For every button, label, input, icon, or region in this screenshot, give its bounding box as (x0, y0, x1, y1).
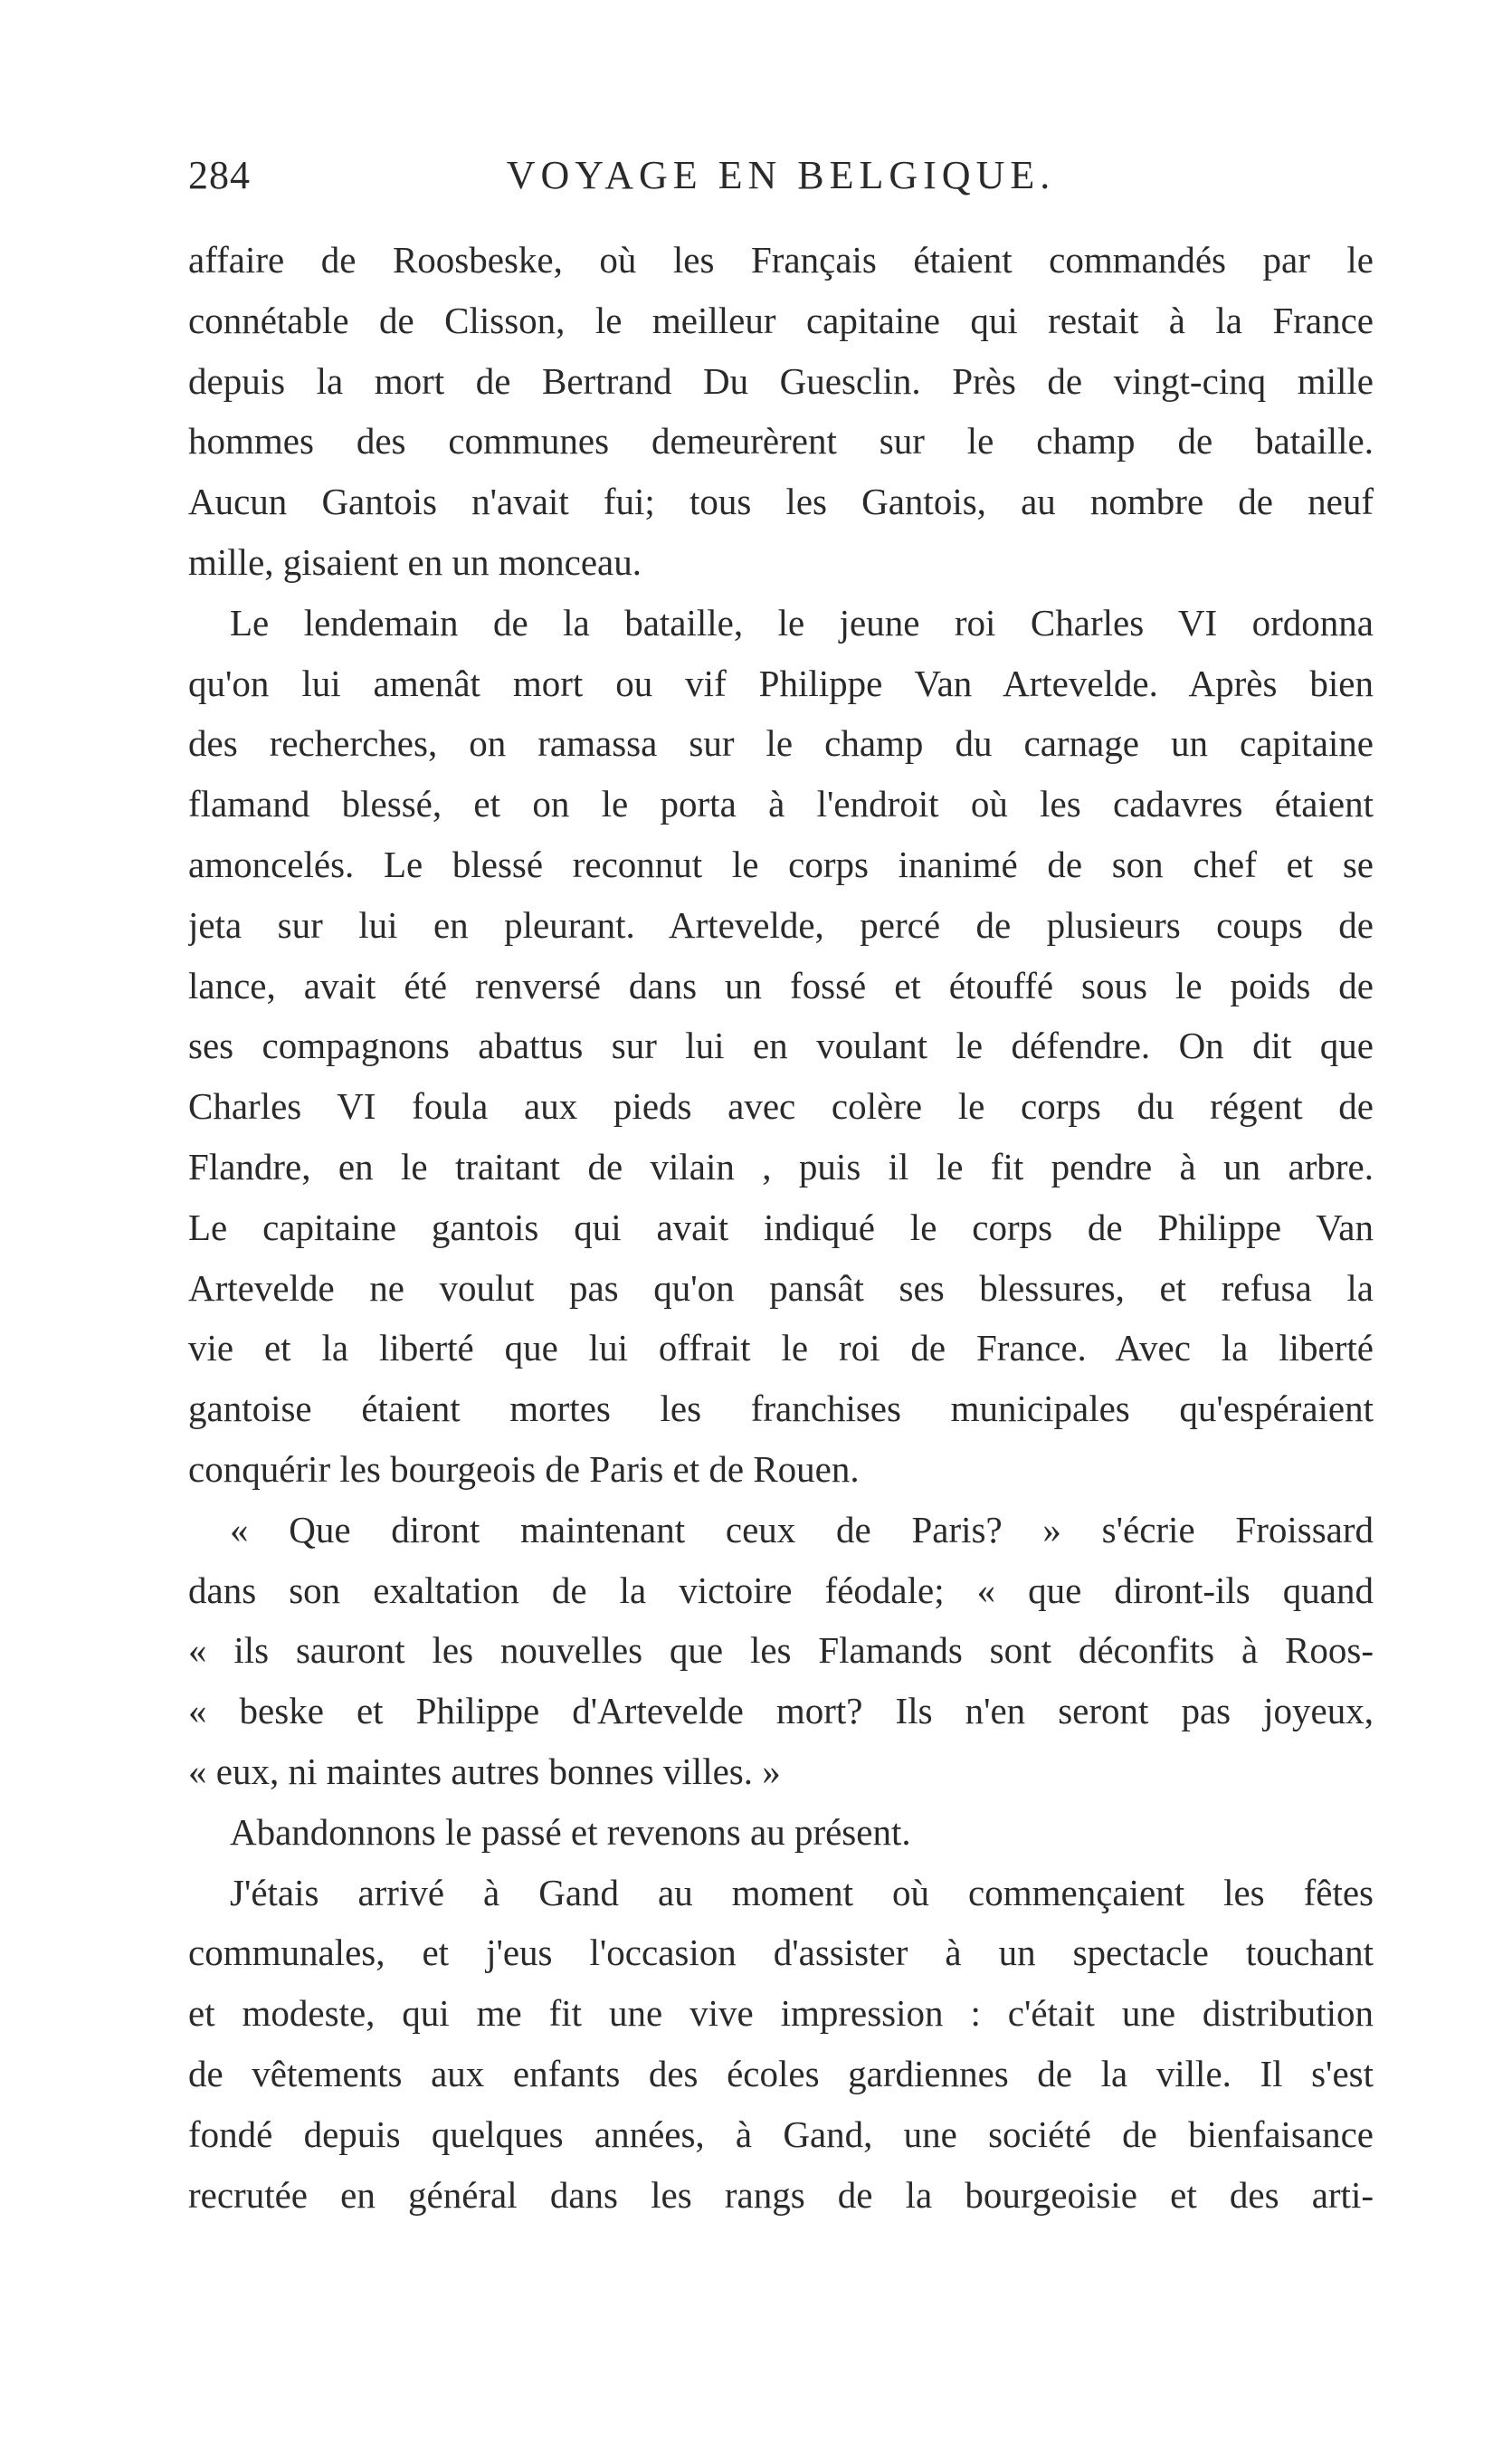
text-line: « beske et Philippe d'Artevelde mort? Ils n'en seront pas joyeux, (188, 1690, 1374, 1732)
body-text (188, 230, 1374, 2225)
text-line: « ils sauront les nouvelles que les Flamands sont déconfits à Roos- (188, 1629, 1374, 1672)
text-line: « eux, ni maintes autres bonnes villes. » (188, 1750, 781, 1792)
text-line: ses compagnons abattus sur lui en voulant le défendre. On dit que (188, 1025, 1374, 1067)
text-line: Charles VI foula aux pieds avec colère le corps du régent de (188, 1085, 1374, 1128)
text-line: flamand blessé, et on le porta à l'endroit où les cadavres étaient (188, 783, 1374, 825)
running-title: VOYAGE EN BELGIQUE. (506, 153, 1056, 197)
page-header (188, 152, 1374, 215)
text-line: des recherches, on ramassa sur le champ du carnage un capitaine (188, 722, 1374, 765)
text-line: gantoise étaient mortes les franchises municipales qu'espéraient (188, 1388, 1374, 1430)
text-line: dans son exaltation de la victoire féodale; « que diront-ils quand (188, 1569, 1374, 1611)
text-line: jeta sur lui en pleurant. Artevelde, percé de plusieurs coups de (188, 903, 1374, 946)
text-line: Abandonnons le passé et revenons au présent. (230, 1810, 911, 1853)
text-line: Le capitaine gantois qui avait indiqué le corps de Philippe Van (188, 1206, 1374, 1248)
text-line: amoncelés. Le blessé reconnut le corps inanimé de son chef et se (188, 843, 1374, 885)
text-line: qu'on lui amenât mort ou vif Philippe Van Artevelde. Après bien (188, 662, 1374, 704)
text-line: Artevelde ne voulut pas qu'on pansât ses blessures, et refusa la (188, 1266, 1374, 1309)
text-line: de vêtements aux enfants des écoles gardiennes de la ville. Il s'est (188, 2052, 1374, 2094)
text-line: depuis la mort de Bertrand Du Guesclin. Près de vingt-cinq mille (188, 359, 1374, 402)
text-line: « Que diront maintenant ceux de Paris? » s'écrie Froissard (230, 1508, 1374, 1550)
text-line: conquérir les bourgeois de Paris et de Rouen. (188, 1447, 860, 1490)
text-line: vie et la liberté que lui offrait le roi de France. Avec la liberté (188, 1327, 1374, 1369)
text-line: lance, avait été renversé dans un fossé et étouffé sous le poids de (188, 964, 1374, 1006)
text-line: communales, et j'eus l'occasion d'assister à un spectacle touchant (188, 1932, 1374, 1974)
text-line: J'étais arrivé à Gand au moment où commençaient les fêtes (230, 1871, 1374, 1913)
text-line: connétable de Clisson, le meilleur capitaine qui restait à la France (188, 299, 1374, 341)
text-line: et modeste, qui me fit une vive impression : c'était une distribution (188, 1992, 1374, 2035)
text-line: Le lendemain de la bataille, le jeune roi Charles VI ordonna (230, 601, 1374, 644)
text-line: fondé depuis quelques années, à Gand, une société de bienfaisance (188, 2113, 1374, 2155)
text-line: Flandre, en le traitant de vilain , puis il le fit pendre à un arbre. (188, 1145, 1374, 1188)
text-line: affaire de Roosbeske, où les Français étaient commandés par le (188, 239, 1374, 281)
text-line: hommes des communes demeurèrent sur le champ de bataille. (188, 420, 1374, 463)
text-line: Aucun Gantois n'avait fui; tous les Gantois, au nombre de neuf (188, 481, 1374, 523)
page-number: 284 (188, 153, 251, 197)
text-line: recrutée en général dans les rangs de la bourgeoisie et des arti- (188, 2173, 1374, 2216)
text-line: mille, gisaient en un monceau. (188, 540, 642, 583)
